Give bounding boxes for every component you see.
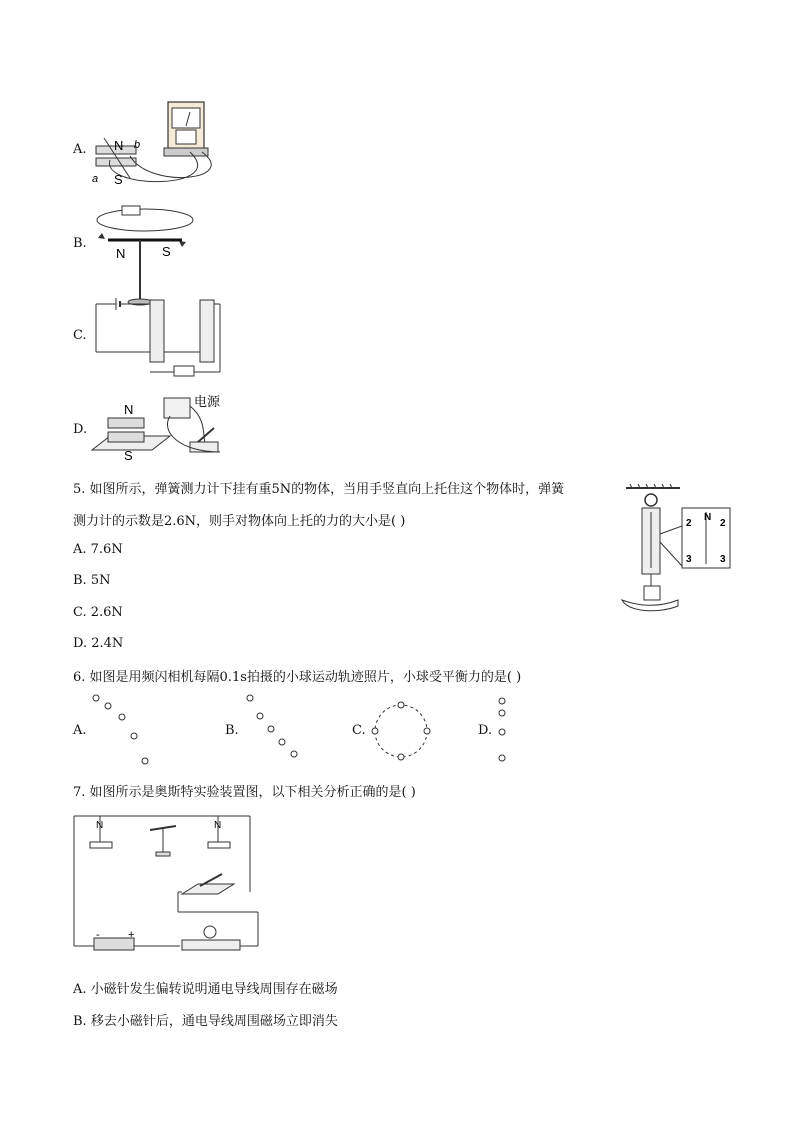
q4-option-b-label: B.	[73, 236, 87, 251]
q6-option-b-label: B.	[225, 723, 239, 738]
q5-scale-2-right: 2	[720, 518, 726, 529]
fig-a-s: S	[114, 172, 123, 187]
q6-stem: 6. 如图是用频闪相机每隔0.1s拍摄的小球运动轨迹照片，小球受平衡力的是( )	[73, 670, 522, 685]
q6-option-c-trajectory	[366, 695, 436, 765]
fig-b-s: S	[162, 244, 171, 259]
q5-scale-3-left: 3	[686, 554, 692, 565]
q5-option-d: D. 2.4N	[73, 636, 124, 651]
fig-d-s: S	[124, 448, 133, 463]
q7-stem: 7. 如图所示是奥斯特实验装置图，以下相关分析正确的是( )	[73, 785, 416, 800]
q6-option-a-trajectory	[88, 690, 158, 770]
q5-option-a: A. 7.6N	[73, 542, 123, 557]
q6-option-b-trajectory	[240, 690, 310, 770]
fig-a-n: N	[114, 138, 124, 153]
q4-option-c-label: C.	[73, 328, 87, 343]
q5-stem-line2: 测力计的示数是2.6N，则手对物体向上托的力的大小是( )	[73, 514, 406, 529]
q7-fig-plus: +	[128, 929, 135, 941]
q7-option-b: B. 移去小磁针后，通电导线周围磁场立即消失	[73, 1014, 338, 1029]
q5-option-c: C. 2.6N	[73, 605, 123, 620]
q5-scale-unit: N	[704, 512, 712, 523]
q5-scale-2-left: 2	[686, 518, 692, 529]
q7-fig-minus: -	[96, 929, 100, 941]
q7-fig-n-right: N	[214, 820, 222, 831]
fig-d-power: 电源	[194, 394, 221, 409]
q5-spring-scale-figure	[618, 482, 738, 620]
q6-option-d-trajectory	[494, 692, 514, 766]
fig-a-a: a	[92, 173, 99, 185]
q7-oersted-experiment-figure	[70, 808, 265, 958]
q5-option-b: B. 5N	[73, 573, 111, 588]
q5-scale-3-right: 3	[720, 554, 726, 565]
q6-option-c-label: C.	[352, 723, 366, 738]
q5-stem-line1: 5. 如图所示，弹簧测力计下挂有重5N的物体，当用手竖直向上托住这个物体时，弹簧	[73, 482, 565, 497]
q4-fig-a-galvanometer-setup	[90, 100, 220, 190]
q7-option-a: A. 小磁针发生偏转说明通电导线周围存在磁场	[73, 982, 338, 997]
q4-fig-c-electromagnets	[90, 292, 230, 382]
q4-option-a-label: A.	[73, 142, 87, 157]
fig-a-b: b	[134, 139, 141, 151]
q6-option-d-label: D.	[478, 723, 493, 738]
q6-option-a-label: A.	[73, 723, 87, 738]
q4-fig-d-motor-setup	[90, 392, 230, 464]
fig-b-n: N	[116, 246, 126, 261]
q4-option-d-label: D.	[73, 422, 88, 437]
fig-d-n: N	[124, 402, 134, 417]
q7-fig-n-left: N	[96, 820, 104, 831]
